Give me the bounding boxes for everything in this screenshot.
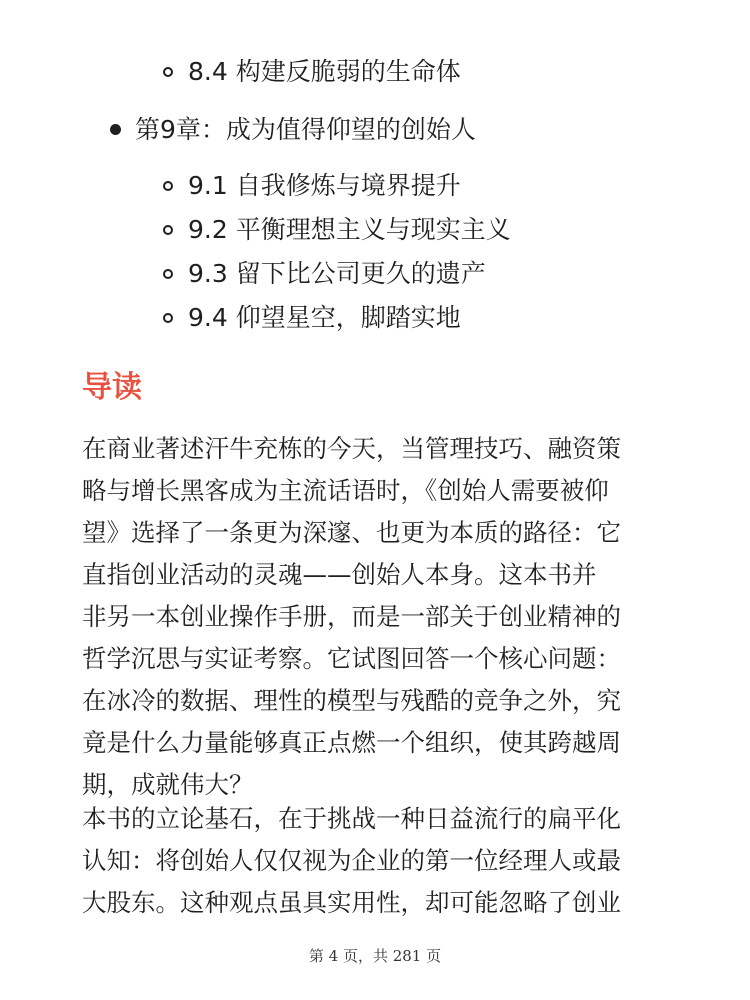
page-number-footer: 第 4 页，共 281 页 <box>308 947 442 965</box>
hollow-bullet-icon <box>163 225 173 235</box>
paragraph-line: 大股东。这种观点虽具实用性，却可能忽略了创业 <box>82 888 621 917</box>
toc-chapter-9[interactable] <box>135 110 476 150</box>
paragraph-line: 略与增长黑客成为主流话语时，《创始人需要被仰 <box>82 476 609 505</box>
section-heading: 导读 <box>82 370 142 405</box>
hollow-bullet-icon <box>163 181 173 191</box>
toc-item-label: 9.2 平衡理想主义与现实主义 <box>188 215 511 244</box>
paragraph-line: 竟是什么力量能够真正点燃一个组织，使其跨越周 <box>82 728 621 757</box>
toc-item-label: 8.4 构建反脆弱的生命体 <box>188 57 461 86</box>
paragraph-line: 非另一本创业操作手册，而是一部关于创业精神的 <box>82 602 621 631</box>
toc-item-9-3[interactable] <box>188 254 486 294</box>
filled-bullet-icon <box>110 124 121 135</box>
toc-item-label: 9.1 自我修炼与境界提升 <box>188 171 461 200</box>
paragraph-line: 望》选择了一条更为深邃、也更为本质的路径：它 <box>82 518 621 547</box>
hollow-bullet-icon <box>163 269 173 279</box>
toc-item-9-1[interactable] <box>188 166 461 206</box>
paragraph-line: 期，成就伟大？ <box>82 770 254 799</box>
paragraph-line: 本书的立论基石，在于挑战一种日益流行的扁平化 <box>82 804 621 833</box>
paragraph-line: 在冰冷的数据、理性的模型与残酷的竞争之外，究 <box>82 686 621 715</box>
toc-item-8-4[interactable] <box>188 52 461 92</box>
toc-item-label: 9.3 留下比公司更久的遗产 <box>188 259 486 288</box>
paragraph-2 <box>82 798 672 924</box>
paragraph-line: 哲学沉思与实证考察。它试图回答一个核心问题： <box>82 644 621 673</box>
paragraph-1 <box>82 428 672 806</box>
paragraph-line: 认知：将创始人仅仅视为企业的第一位经理人或最 <box>82 846 621 875</box>
toc-item-9-2[interactable] <box>188 210 511 250</box>
toc-item-9-4[interactable] <box>188 298 461 338</box>
paragraph-line: 在商业著述汗牛充栋的今天，当管理技巧、融资策 <box>82 434 621 463</box>
hollow-bullet-icon <box>163 313 173 323</box>
hollow-bullet-icon <box>163 67 173 77</box>
paragraph-line: 直指创业活动的灵魂——创始人本身。这本书并 <box>82 560 597 589</box>
toc-chapter-label: 第9章：成为值得仰望的创始人 <box>135 115 476 144</box>
toc-item-label: 9.4 仰望星空，脚踏实地 <box>188 303 461 332</box>
